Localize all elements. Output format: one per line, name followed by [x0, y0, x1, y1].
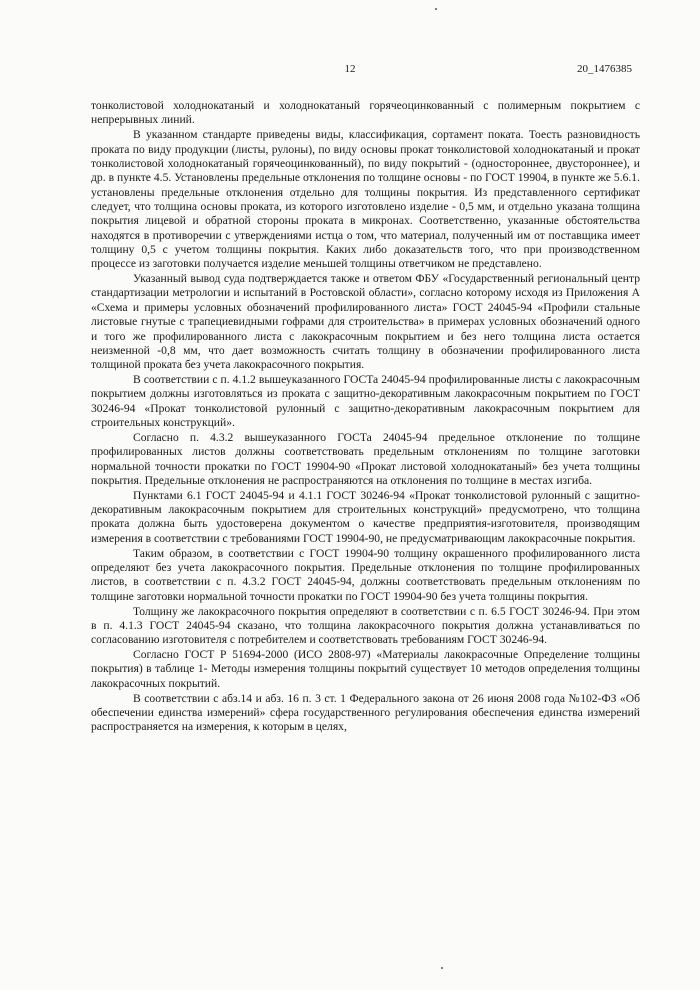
paragraph: Таким образом, в соответствии с ГОСТ 19904-90 толщину окрашенного профилированного листа определяют без учета лакокрасочного покрытия. Предельные отклонения по толщине профилированных листов, в соответствии с п. 4.3.2 ГОСТ 24045-94, должны соответствовать предельным отклонениям по толщине заготовки нормальной точности прокатки по ГОСТ 19904-90 без учета толщины покрытия. [91, 546, 640, 603]
document-id: 20_1476385 [577, 63, 632, 75]
paragraph: Согласно ГОСТ Р 51694-2000 (ИСО 2808-97) «Материалы лакокрасочные Определение толщины покрытия) в таблице 1- Методы измерения толщины покрытий существует 10 методов определения толщины лакокрасочных покрытий. [91, 648, 640, 690]
document-body [91, 99, 640, 735]
scan-artifact [441, 967, 443, 969]
paragraph: В соответствии с абз.14 и абз. 16 п. 3 ст. 1 Федерального закона от 26 июня 2008 года №102-ФЗ «Об обеспечении единства измерений» сфера государственного регулирования обеспечения единства измерений распространяется на измерения, к которым в целях, [91, 691, 640, 734]
scan-artifact [435, 8, 437, 10]
paragraph: В указанном стандарте приведены виды, классификация, сортамент поката. Тоесть разновидность проката по виду продукции (листы, рулоны), по виду основы прокат тонколистовой холоднокатаный и прокат тонколистовой холоднокатаный горячеоцинкованный), по виду покрытий - (одностороннее, двустороннее), и др. в пункте 4.5. Установлены предельные отклонения по толщине основы - по ГОСТ 19904, в пункте же 5.6.1. установлены предельные отклонения отдельно для толщины покрытия. Из представленного сертификат следует, что толщина основы проката, из которого изготовлено изделие - 0,5 мм, и отдельно указана толщина покрытия лицевой и обратной стороны проката в микронах. Соответственно, указанные обстоятельства находятся в противоречии с утверждениями истца о том, что материал, полученный им от поставщика имеет толщину 0,5 с учетом толщины покрытия. Каких либо доказательств того, что при производственном процессе из заготовки получается изделие меньшей толщины ответчиком не представлено. [91, 128, 640, 271]
paragraph: Согласно п. 4.3.2 вышеуказанного ГОСТа 24045-94 предельное отклонение по толщине профилированных листов должны соответствовать предельным отклонениям по толщине заготовки нормальной точности прокатки по ГОСТ 19904-90 «Прокат листовой холоднокатаный» без учета толщины покрытия. Предельные отклонения не распространяются на отклонения по толщине в местах изгиба. [91, 430, 640, 487]
paragraph: В соответствии с п. 4.1.2 вышеуказанного ГОСТа 24045-94 профилированные листы с лакокрасочным покрытием должны изготовляться из проката с защитно-декоративным лакокрасочным покрытием по ГОСТ 30246-94 «Прокат тонколистовой рулонный с защитно-декоративным лакокрасочным покрытием для строительных конструкций». [91, 373, 640, 430]
paragraph: тонколистовой холоднокатаный и холоднокатаный горячеоцинкованный с полимерным покрытием с непрерывных линий. [91, 99, 640, 127]
paragraph: Толщину же лакокрасочного покрытия определяют в соответствии с п. 6.5 ГОСТ 30246-94. При этом в п. 4.1.3 ГОСТ 24045-94 сказано, что толщина лакокрасочного покрытия должна устанавливаться по согласованию изготовителя с потребителем и соответствовать требованиям ГОСТ 30246-94. [91, 604, 640, 647]
paragraph: Указанный вывод суда подтверждается также и ответом ФБУ «Государственный региональный центр стандартизации метрологии и испытаний в Ростовской области», согласно которому исходя из Приложения А «Схема и примеры условных обозначений профилированного листа» ГОСТ 24045-94 «Профили стальные листовые гнутые с трапециевидными гофрами для строительства» в примерах условных обозначений одного и того же профилированного листа с лакокрасочным покрытием и без него толщина листа остается неизменной -0,8 мм, что дает возможность считать толщину в обозначении профилированного листа толщиной проката без учета лакокрасочного покрытия. [91, 272, 640, 372]
paragraph: Пунктами 6.1 ГОСТ 24045-94 и 4.1.1 ГОСТ 30246-94 «Прокат тонколистовой рулонный с защитно-декоративным лакокрасочным покрытием для строительных конструкций» предусмотрено, что толщина проката должна быть удостоверена документом о качестве предприятия-изготовителя, производящим измерения в соответствии с требованиями ГОСТ 19904-90, не предусматривающим лакокрасочные покрытия. [91, 488, 640, 545]
page-number: 12 [344, 63, 356, 75]
